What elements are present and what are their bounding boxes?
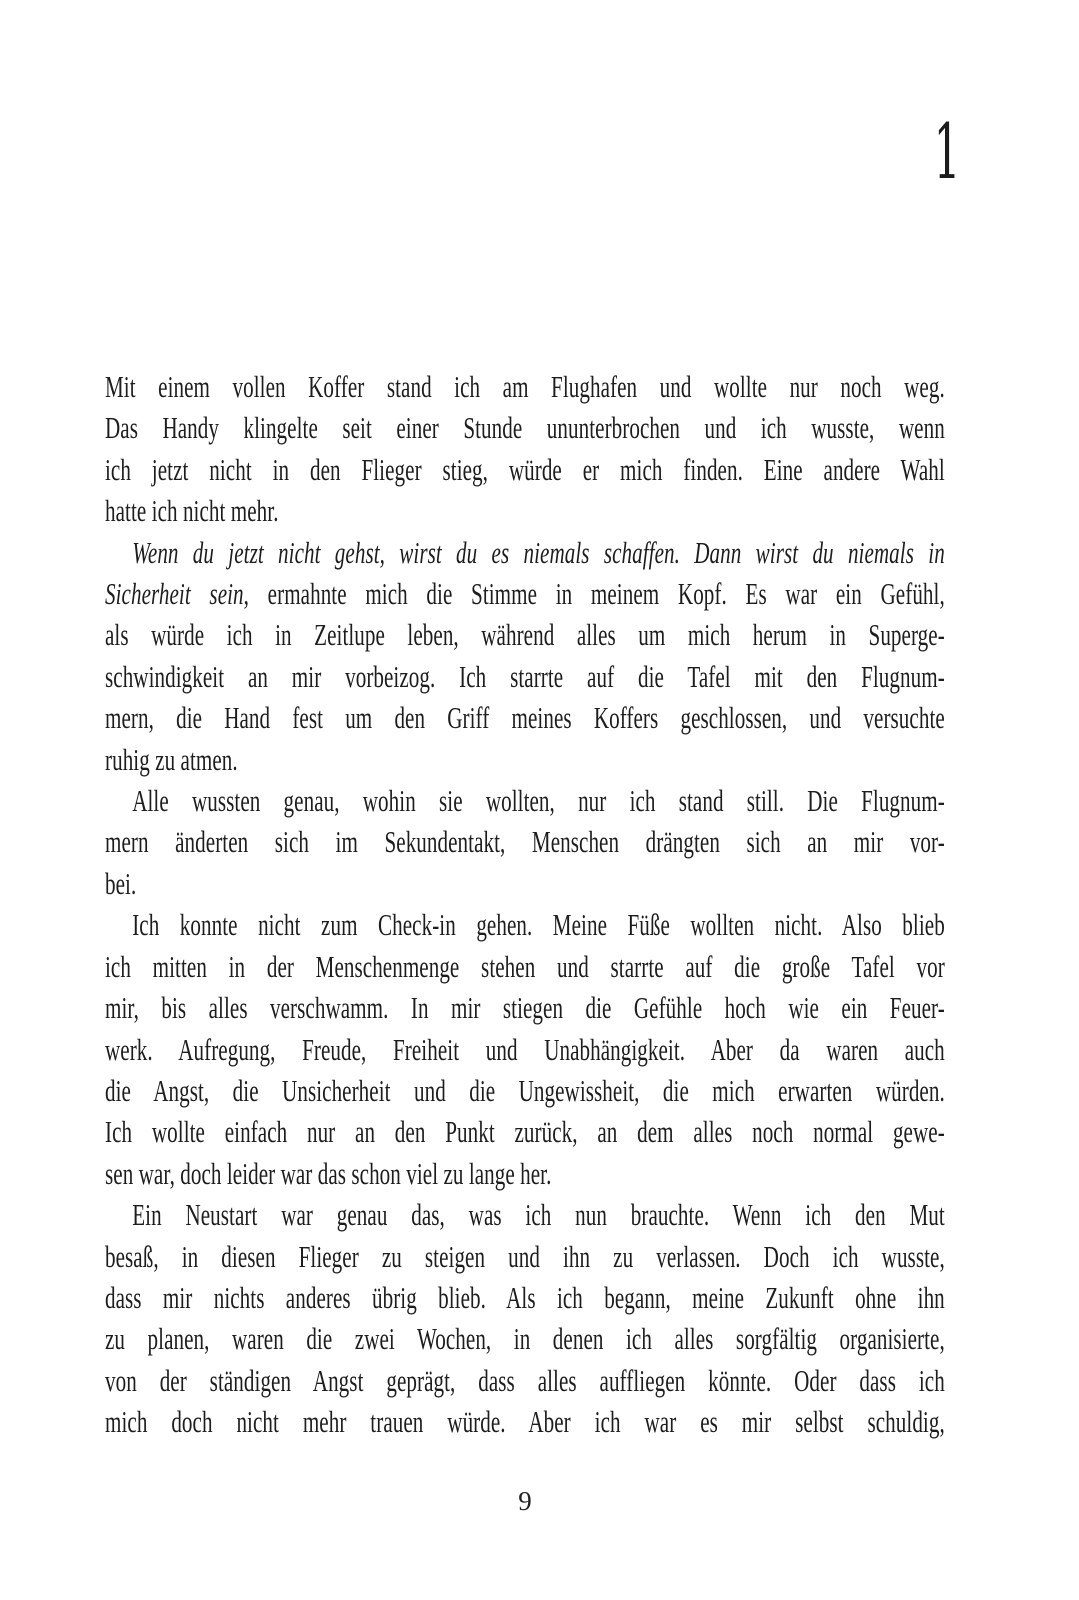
text-segment: Das Handy klingelte seit einer Stunde ununterbrochen und ich wusste, wenn <box>105 410 945 446</box>
text-segment: Ich konnte nicht zum Check-in gehen. Meine Füße wollten nicht. Also blieb <box>132 907 945 943</box>
text-segment: werk. Aufregung, Freude, Freiheit und Unabhängigkeit. Aber da waren auch <box>105 1031 945 1067</box>
text-line <box>105 1277 945 1318</box>
text-segment: bei. <box>105 865 137 901</box>
text-segment: ich mitten in der Menschenmenge stehen und starrte auf die große Tafel vor <box>105 948 945 984</box>
text-line <box>105 821 945 862</box>
text-line <box>105 532 945 573</box>
text-segment: Mit einem vollen Koffer stand ich am Flughafen und wollte nur noch weg. <box>105 369 945 404</box>
text-segment: , ermahnte mich die Stimme in meinem Kopf. Es war ein Gefühl, <box>243 576 945 612</box>
text-segment: schwindigkeit an mir vorbeizog. Ich starrte auf die Tafel mit den Flugnum- <box>105 658 945 694</box>
text-line <box>105 1318 945 1359</box>
text-line <box>105 1194 945 1235</box>
text-segment: sen war, doch leider war das schon viel zu lange her. <box>105 1155 552 1191</box>
text-segment: zu planen, waren die zwei Wochen, in denen ich alles sorgfältig organisierte, <box>105 1321 945 1357</box>
text-line <box>105 904 945 945</box>
chapter-number: 1 <box>933 107 960 196</box>
text-segment: ich jetzt nicht in den Flieger stieg, würde er mich finden. Eine andere Wahl <box>105 451 945 487</box>
text-line <box>105 1070 945 1111</box>
text-segment: die Angst, die Unsicherheit und die Ungewissheit, die mich erwarten würden. <box>105 1072 945 1108</box>
text-segment: mir, bis alles verschwamm. In mir stiegen die Gefühle hoch wie ein Feuer- <box>105 990 945 1026</box>
text-line <box>105 407 945 448</box>
text-segment: dass mir nichts anderes übrig blieb. Als ich begann, meine Zukunft ohne ihn <box>105 1279 945 1315</box>
text-segment: von der ständigen Angst geprägt, dass alles auffliegen könnte. Oder dass ich <box>105 1362 945 1398</box>
text-segment: Ein Neustart war genau das, was ich nun brauchte. Wenn ich den Mut <box>132 1197 945 1233</box>
text-segment: mern, die Hand fest um den Griff meines Koffers geschlossen, und versuchte <box>105 700 945 736</box>
text-line <box>105 739 945 780</box>
text-segment: Alle wussten genau, wohin sie wollten, nur ich stand still. Die Flugnum- <box>132 783 945 819</box>
text-line <box>105 1153 945 1194</box>
body-text <box>105 366 945 1443</box>
text-segment: ruhig zu atmen. <box>105 741 238 777</box>
text-line <box>105 1401 945 1442</box>
text-line <box>105 780 945 821</box>
text-segment: als würde ich in Zeitlupe leben, während alles um mich herum in Superge- <box>105 617 945 653</box>
text-line <box>105 614 945 655</box>
text-line <box>105 697 945 738</box>
text-line <box>105 863 945 904</box>
text-segment: mich doch nicht mehr trauen würde. Aber ich war es mir selbst schuldig, <box>105 1404 945 1440</box>
text-line <box>105 987 945 1028</box>
italic-segment: Wenn du jetzt nicht gehst, wirst du es niemals schaffen. Dann wirst du niemals in <box>132 534 945 570</box>
page-number: 9 <box>518 1486 532 1516</box>
text-line <box>105 1029 945 1070</box>
text-line <box>105 1236 945 1277</box>
text-line <box>105 573 945 614</box>
text-line <box>105 946 945 987</box>
text-segment: Ich wollte einfach nur an den Punkt zurück, an dem alles noch normal gewe- <box>105 1114 945 1150</box>
text-line <box>105 1360 945 1401</box>
text-line <box>105 449 945 490</box>
text-segment: besaß, in diesen Flieger zu steigen und ihn zu verlassen. Doch ich wusste, <box>105 1238 945 1274</box>
text-line <box>105 656 945 697</box>
text-segment: mern änderten sich im Sekundentakt, Menschen drängten sich an mir vor- <box>105 824 945 860</box>
text-segment: hatte ich nicht mehr. <box>105 493 279 529</box>
text-line <box>105 366 945 407</box>
italic-segment: Sicherheit sein <box>105 576 244 612</box>
text-line <box>105 1111 945 1152</box>
text-line <box>105 490 945 531</box>
